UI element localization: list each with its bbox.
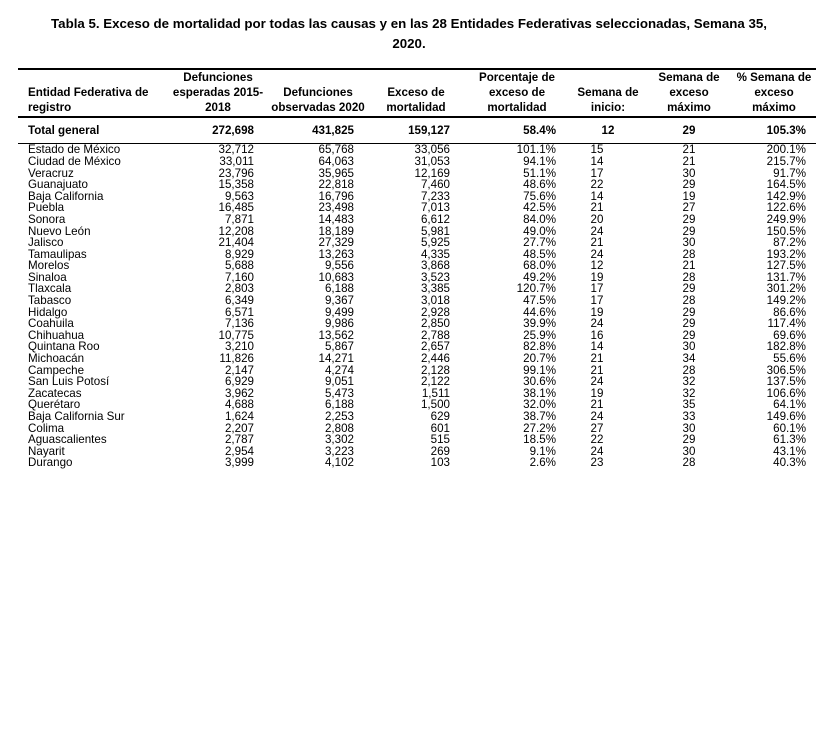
row-semana-inicio: 21 <box>590 201 604 215</box>
row-defunciones-esperadas: 16,485 <box>218 201 254 215</box>
row-defunciones-esperadas: 11,826 <box>219 352 254 366</box>
row-defunciones-esperadas: 12,208 <box>218 224 254 238</box>
row-exceso-mortalidad: 2,446 <box>420 352 450 366</box>
row-porcentaje-exceso: 9.1% <box>529 444 556 458</box>
row-entidad: Zacatecas <box>28 386 82 400</box>
row-semana-inicio: 12 <box>590 259 604 273</box>
row-semana-exceso-maximo: 29 <box>682 224 696 238</box>
row-entidad: Chihuahua <box>28 328 85 342</box>
table-row <box>18 202 816 214</box>
row-pct-semana-exceso-maximo: 142.9% <box>766 189 806 203</box>
row-defunciones-esperadas: 7,871 <box>224 212 254 226</box>
row-porcentaje-exceso: 84.0% <box>523 212 556 226</box>
row-entidad: Sonora <box>28 212 66 226</box>
row-semana-exceso-maximo: 34 <box>682 352 696 366</box>
row-exceso-mortalidad: 2,122 <box>420 375 450 389</box>
row-defunciones-esperadas: 8,929 <box>224 247 254 261</box>
total-exceso: 159,127 <box>368 117 464 144</box>
row-exceso-mortalidad: 601 <box>430 421 450 435</box>
row-defunciones-esperadas: 5,688 <box>224 259 254 273</box>
table-row <box>18 283 816 295</box>
row-porcentaje-exceso: 48.6% <box>523 178 556 192</box>
row-defunciones-esperadas: 1,624 <box>224 410 254 424</box>
row-semana-inicio: 24 <box>590 317 604 331</box>
row-pct-semana-exceso-maximo: 86.6% <box>773 305 806 319</box>
row-pct-semana-exceso-maximo: 60.1% <box>773 421 806 435</box>
row-entidad: Durango <box>28 456 73 470</box>
row-semana-exceso-maximo: 28 <box>682 294 696 308</box>
row-pct-semana-exceso-maximo: 106.6% <box>766 386 806 400</box>
row-semana-inicio: 19 <box>590 386 604 400</box>
row-semana-inicio: 15 <box>590 143 604 157</box>
row-defunciones-observadas: 14,271 <box>318 352 354 366</box>
row-porcentaje-exceso: 99.1% <box>523 363 556 377</box>
table-row <box>18 307 816 319</box>
row-defunciones-observadas: 5,867 <box>324 340 354 354</box>
row-exceso-mortalidad: 1,500 <box>420 398 450 412</box>
row-entidad: Guanajuato <box>28 178 88 192</box>
row-defunciones-esperadas: 10,775 <box>218 328 254 342</box>
row-pct-semana-exceso-maximo: 200.1% <box>766 143 806 157</box>
row-defunciones-esperadas: 2,787 <box>224 433 254 447</box>
row-semana-inicio: 21 <box>590 352 604 366</box>
row-semana-exceso-maximo: 29 <box>682 282 696 296</box>
row-semana-inicio: 22 <box>590 433 604 447</box>
row-porcentaje-exceso: 25.9% <box>523 328 556 342</box>
row-pct-semana-exceso-maximo: 64.1% <box>773 398 806 412</box>
row-semana-exceso-maximo: 28 <box>682 270 696 284</box>
row-entidad: Baja California Sur <box>28 410 125 424</box>
row-pct-semana-exceso-maximo: 131.7% <box>766 270 806 284</box>
row-exceso-mortalidad: 2,128 <box>420 363 450 377</box>
row-semana-inicio: 16 <box>590 328 604 342</box>
row-semana-inicio: 27 <box>590 421 604 435</box>
row-semana-inicio: 24 <box>590 410 604 424</box>
table-row <box>18 434 816 446</box>
row-defunciones-esperadas: 3,210 <box>224 340 254 354</box>
row-semana-inicio: 14 <box>590 340 604 354</box>
row-porcentaje-exceso: 48.5% <box>523 247 556 261</box>
table-row <box>18 249 816 261</box>
row-pct-semana-exceso-maximo: 306.5% <box>766 363 806 377</box>
row-entidad: Nuevo León <box>28 224 91 238</box>
row-porcentaje-exceso: 20.7% <box>523 352 556 366</box>
row-porcentaje-exceso: 49.0% <box>523 224 556 238</box>
row-exceso-mortalidad: 515 <box>430 433 450 447</box>
row-semana-exceso-maximo: 28 <box>682 363 696 377</box>
table-row <box>18 272 816 284</box>
row-exceso-mortalidad: 6,612 <box>420 212 450 226</box>
row-semana-inicio: 24 <box>590 444 604 458</box>
row-defunciones-esperadas: 23,796 <box>218 166 254 180</box>
row-entidad: Ciudad de México <box>28 154 121 168</box>
row-pct-semana-exceso-maximo: 149.6% <box>766 410 806 424</box>
table-row <box>18 237 816 249</box>
row-semana-exceso-maximo: 29 <box>682 317 696 331</box>
row-defunciones-observadas: 9,051 <box>324 375 354 389</box>
row-semana-exceso-maximo: 30 <box>682 340 696 354</box>
row-semana-inicio: 21 <box>590 398 604 412</box>
row-exceso-mortalidad: 12,169 <box>414 166 450 180</box>
row-semana-exceso-maximo: 32 <box>682 386 696 400</box>
table-row <box>18 295 816 307</box>
table-row <box>18 156 816 168</box>
total-semana-maximo: 29 <box>646 117 732 144</box>
row-semana-inicio: 21 <box>590 236 604 250</box>
row-exceso-mortalidad: 33,056 <box>414 143 450 157</box>
row-semana-exceso-maximo: 21 <box>682 259 696 273</box>
table-row <box>18 318 816 330</box>
header-row <box>18 69 816 117</box>
row-semana-exceso-maximo: 29 <box>682 305 696 319</box>
row-porcentaje-exceso: 49.2% <box>523 270 556 284</box>
row-semana-inicio: 19 <box>590 305 604 319</box>
row-entidad: Michoacán <box>28 352 85 366</box>
row-porcentaje-exceso: 27.7% <box>523 236 556 250</box>
row-defunciones-observadas: 13,562 <box>318 328 354 342</box>
row-defunciones-esperadas: 2,147 <box>224 363 254 377</box>
row-semana-inicio: 23 <box>590 456 604 470</box>
row-defunciones-observadas: 9,499 <box>324 305 354 319</box>
row-defunciones-esperadas: 9,563 <box>224 189 254 203</box>
row-exceso-mortalidad: 3,523 <box>420 270 450 284</box>
table-row <box>18 446 816 458</box>
row-exceso-mortalidad: 269 <box>430 444 450 458</box>
row-entidad: Tabasco <box>28 294 72 308</box>
row-defunciones-observadas: 4,274 <box>324 363 354 377</box>
row-entidad: Quintana Roo <box>28 340 100 354</box>
row-porcentaje-exceso: 51.1% <box>523 166 556 180</box>
row-pct-semana-exceso-maximo: 164.5% <box>766 178 806 192</box>
row-exceso-mortalidad: 2,928 <box>420 305 450 319</box>
row-pct-semana-exceso-maximo: 61.3% <box>773 433 806 447</box>
row-defunciones-observadas: 23,498 <box>318 201 354 215</box>
row-semana-exceso-maximo: 30 <box>682 444 696 458</box>
row-semana-inicio: 19 <box>590 270 604 284</box>
row-exceso-mortalidad: 3,018 <box>420 294 450 308</box>
row-exceso-mortalidad: 7,013 <box>420 201 450 215</box>
row-pct-semana-exceso-maximo: 55.6% <box>773 352 806 366</box>
row-defunciones-esperadas: 4,688 <box>224 398 254 412</box>
row-defunciones-observadas: 14,483 <box>318 212 354 226</box>
total-pct-maximo: 105.3% <box>732 117 816 144</box>
row-pct-semana-exceso-maximo: 69.6% <box>773 328 806 342</box>
row-porcentaje-exceso: 75.6% <box>523 189 556 203</box>
row-entidad: Colima <box>28 421 65 435</box>
row-semana-inicio: 24 <box>590 375 604 389</box>
row-semana-exceso-maximo: 21 <box>682 154 696 168</box>
row-semana-exceso-maximo: 30 <box>682 421 696 435</box>
row-entidad: Estado de México <box>28 143 121 157</box>
row-exceso-mortalidad: 103 <box>430 456 450 470</box>
table-row <box>18 341 816 353</box>
table-row <box>18 376 816 388</box>
column-header-semana-inicio: Semana de inicio: <box>570 69 646 117</box>
row-defunciones-esperadas: 7,160 <box>224 270 254 284</box>
row-defunciones-esperadas: 6,571 <box>224 305 254 319</box>
row-pct-semana-exceso-maximo: 117.4% <box>767 317 806 331</box>
row-semana-inicio: 24 <box>590 247 604 261</box>
column-header-defunciones-esperadas: Defunciones esperadas 2015-2018 <box>168 69 268 117</box>
row-entidad: Jalisco <box>28 236 64 250</box>
row-exceso-mortalidad: 3,868 <box>420 259 450 273</box>
row-defunciones-observadas: 10,683 <box>318 270 354 284</box>
row-entidad: Nayarit <box>28 444 65 458</box>
column-header-semana-exceso-maximo: Semana de exceso máximo <box>646 69 732 117</box>
row-semana-exceso-maximo: 30 <box>682 236 696 250</box>
row-exceso-mortalidad: 7,460 <box>420 178 450 192</box>
row-exceso-mortalidad: 2,657 <box>420 340 450 354</box>
row-entidad: Puebla <box>28 201 65 215</box>
table-header <box>18 69 816 117</box>
row-defunciones-observadas: 27,329 <box>318 236 354 250</box>
row-entidad: Campeche <box>28 363 85 377</box>
row-defunciones-observadas: 5,473 <box>324 386 354 400</box>
row-porcentaje-exceso: 32.0% <box>523 398 556 412</box>
row-defunciones-esperadas: 2,207 <box>224 421 254 435</box>
row-semana-inicio: 14 <box>590 189 604 203</box>
row-pct-semana-exceso-maximo: 87.2% <box>773 236 806 250</box>
row-defunciones-observadas: 16,796 <box>318 189 354 203</box>
row-exceso-mortalidad: 5,925 <box>420 236 450 250</box>
table-row <box>18 388 816 400</box>
row-defunciones-observadas: 9,986 <box>324 317 354 331</box>
row-defunciones-esperadas: 2,954 <box>224 444 254 458</box>
row-semana-exceso-maximo: 28 <box>682 247 696 261</box>
table-row <box>18 423 816 435</box>
table-row <box>18 365 816 377</box>
row-defunciones-observadas: 9,556 <box>324 259 354 273</box>
row-defunciones-observadas: 9,367 <box>324 294 354 308</box>
row-semana-exceso-maximo: 33 <box>682 410 696 424</box>
table-row <box>18 411 816 423</box>
row-defunciones-esperadas: 6,929 <box>224 375 254 389</box>
table-row <box>18 330 816 342</box>
row-exceso-mortalidad: 1,511 <box>421 386 450 400</box>
column-header-pct-semana-exceso-maximo: % Semana de exceso máximo <box>732 69 816 117</box>
row-exceso-mortalidad: 4,335 <box>420 247 450 261</box>
row-semana-exceso-maximo: 32 <box>682 375 696 389</box>
row-porcentaje-exceso: 44.6% <box>523 305 556 319</box>
table-body <box>18 117 816 469</box>
row-semana-exceso-maximo: 28 <box>682 456 696 470</box>
row-semana-exceso-maximo: 21 <box>682 143 696 157</box>
row-pct-semana-exceso-maximo: 137.5% <box>766 375 806 389</box>
row-defunciones-observadas: 22,818 <box>318 178 354 192</box>
row-porcentaje-exceso: 38.7% <box>523 410 556 424</box>
table-row <box>18 168 816 180</box>
table-row-total <box>18 117 816 144</box>
row-exceso-mortalidad: 629 <box>430 410 450 424</box>
row-exceso-mortalidad: 5,981 <box>420 224 450 238</box>
row-defunciones-observadas: 35,965 <box>318 166 354 180</box>
row-pct-semana-exceso-maximo: 215.7% <box>766 154 806 168</box>
row-semana-inicio: 14 <box>590 154 604 168</box>
row-exceso-mortalidad: 2,788 <box>420 328 450 342</box>
excess-mortality-table <box>18 68 816 469</box>
row-defunciones-esperadas: 6,349 <box>224 294 254 308</box>
row-porcentaje-exceso: 39.9% <box>523 317 556 331</box>
row-pct-semana-exceso-maximo: 193.2% <box>766 247 806 261</box>
row-defunciones-observadas: 3,302 <box>324 433 354 447</box>
row-defunciones-observadas: 2,253 <box>324 410 354 424</box>
row-semana-inicio: 17 <box>590 282 604 296</box>
row-semana-inicio: 21 <box>590 363 604 377</box>
row-pct-semana-exceso-maximo: 150.5% <box>766 224 806 238</box>
row-defunciones-observadas: 18,189 <box>318 224 354 238</box>
row-defunciones-observadas: 3,223 <box>324 444 354 458</box>
row-semana-exceso-maximo: 29 <box>682 212 696 226</box>
table-row <box>18 353 816 365</box>
row-semana-exceso-maximo: 35 <box>682 398 696 412</box>
row-porcentaje-exceso: 30.6% <box>523 375 556 389</box>
row-porcentaje-exceso: 2.6% <box>529 456 556 470</box>
row-semana-inicio: 17 <box>590 166 604 180</box>
row-porcentaje-exceso: 94.1% <box>523 154 556 168</box>
row-entidad: Baja California <box>28 189 104 203</box>
table-row <box>18 214 816 226</box>
column-header-defunciones-observadas: Defunciones observadas 2020 <box>268 69 368 117</box>
table-row <box>18 179 816 191</box>
row-pct-semana-exceso-maximo: 122.6% <box>766 201 806 215</box>
table-title: Tabla 5. Exceso de mortalidad por todas las causas y en las 28 Entidades Federativas seleccionadas, Semana 35, 2020. <box>51 16 767 51</box>
column-header-exceso-mortalidad: Exceso de mortalidad <box>368 69 464 117</box>
total-semana-inicio: 12 <box>570 117 646 144</box>
row-porcentaje-exceso: 18.5% <box>523 433 556 447</box>
row-pct-semana-exceso-maximo: 43.1% <box>773 444 806 458</box>
row-porcentaje-exceso: 68.0% <box>523 259 556 273</box>
row-porcentaje-exceso: 27.2% <box>523 421 556 435</box>
row-porcentaje-exceso: 82.8% <box>523 340 556 354</box>
row-porcentaje-exceso: 42.5% <box>523 201 556 215</box>
row-defunciones-observadas: 4,102 <box>324 456 354 470</box>
row-entidad: Hidalgo <box>28 305 68 319</box>
row-entidad: Aguascalientes <box>28 433 107 447</box>
table-row <box>18 191 816 203</box>
row-pct-semana-exceso-maximo: 149.2% <box>766 294 806 308</box>
row-defunciones-observadas: 65,768 <box>318 143 354 157</box>
row-semana-exceso-maximo: 29 <box>682 433 696 447</box>
row-defunciones-observadas: 13,263 <box>318 247 354 261</box>
row-defunciones-observadas: 64,063 <box>318 154 354 168</box>
row-defunciones-esperadas: 21,404 <box>218 236 254 250</box>
row-semana-inicio: 20 <box>590 212 604 226</box>
table-row <box>18 260 816 272</box>
row-semana-exceso-maximo: 29 <box>682 328 696 342</box>
row-porcentaje-exceso: 101.1% <box>516 143 556 157</box>
column-header-entidad: Entidad Federativa de registro <box>18 69 168 117</box>
row-entidad: Querétaro <box>28 398 81 412</box>
row-pct-semana-exceso-maximo: 182.8% <box>766 340 806 354</box>
table-row <box>18 226 816 238</box>
row-pct-semana-exceso-maximo: 40.3% <box>773 456 806 470</box>
row-entidad: Tamaulipas <box>28 247 87 261</box>
row-porcentaje-exceso: 47.5% <box>523 294 556 308</box>
row-pct-semana-exceso-maximo: 249.9% <box>766 212 806 226</box>
row-exceso-mortalidad: 31,053 <box>414 154 450 168</box>
row-defunciones-esperadas: 15,358 <box>218 178 254 192</box>
row-exceso-mortalidad: 3,385 <box>420 282 450 296</box>
row-pct-semana-exceso-maximo: 91.7% <box>773 166 806 180</box>
row-defunciones-observadas: 2,808 <box>324 421 354 435</box>
row-entidad: Morelos <box>28 259 70 273</box>
total-esperadas: 272,698 <box>168 117 268 144</box>
total-label: Total general <box>18 117 168 144</box>
row-defunciones-esperadas: 7,136 <box>224 317 254 331</box>
row-defunciones-esperadas: 3,999 <box>224 456 254 470</box>
row-semana-exceso-maximo: 30 <box>682 166 696 180</box>
row-pct-semana-exceso-maximo: 127.5% <box>766 259 806 273</box>
row-porcentaje-exceso: 38.1% <box>523 386 556 400</box>
row-entidad: Coahuila <box>28 317 74 331</box>
row-defunciones-observadas: 6,188 <box>324 398 354 412</box>
row-semana-exceso-maximo: 29 <box>682 178 696 192</box>
total-observadas: 431,825 <box>268 117 368 144</box>
row-exceso-mortalidad: 7,233 <box>420 189 450 203</box>
row-entidad: San Luis Potosí <box>28 375 110 389</box>
row-porcentaje-exceso: 120.7% <box>516 282 556 296</box>
row-exceso-mortalidad: 2,850 <box>420 317 450 331</box>
row-defunciones-esperadas: 3,962 <box>224 386 254 400</box>
total-porcentaje: 58.4% <box>464 117 570 144</box>
row-pct-semana-exceso-maximo: 301.2% <box>766 282 806 296</box>
row-defunciones-observadas: 6,188 <box>324 282 354 296</box>
row-semana-inicio: 17 <box>590 294 604 308</box>
table-row <box>18 457 816 469</box>
row-defunciones-esperadas: 2,803 <box>224 282 254 296</box>
column-header-porcentaje-exceso: Porcentaje de exceso de mortalidad <box>464 69 570 117</box>
row-semana-exceso-maximo: 27 <box>682 201 696 215</box>
row-entidad: Tlaxcala <box>28 282 72 296</box>
row-defunciones-esperadas: 33,011 <box>219 154 254 168</box>
row-semana-inicio: 22 <box>590 178 604 192</box>
row-semana-exceso-maximo: 19 <box>682 189 696 203</box>
table-row <box>18 399 816 411</box>
row-entidad: Veracruz <box>28 166 74 180</box>
row-semana-inicio: 24 <box>590 224 604 238</box>
row-entidad: Sinaloa <box>28 270 67 284</box>
row-defunciones-esperadas: 32,712 <box>218 143 254 157</box>
